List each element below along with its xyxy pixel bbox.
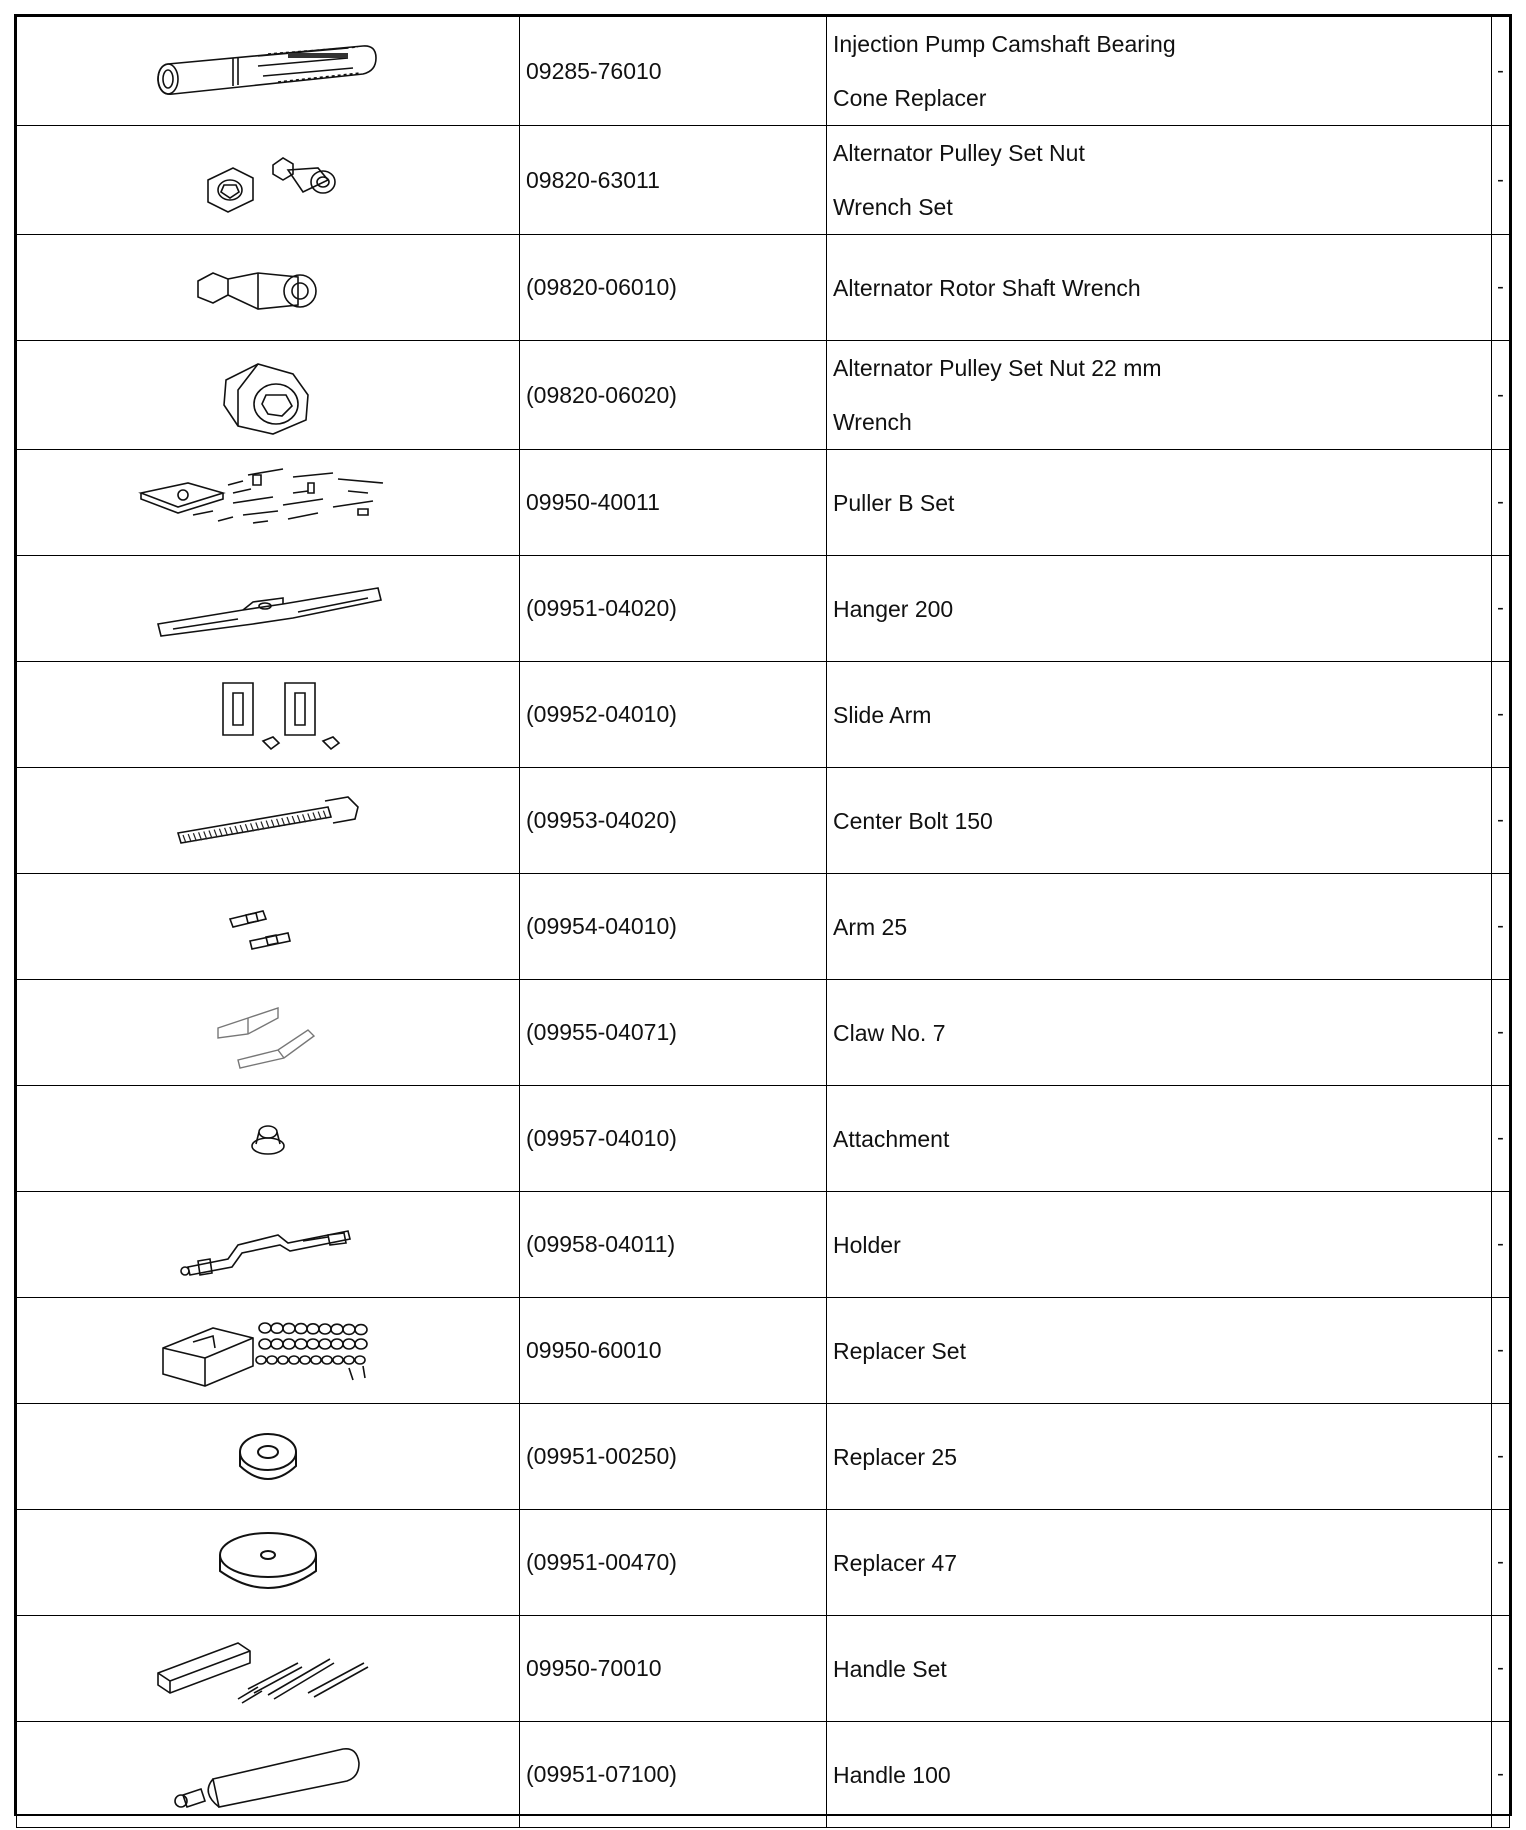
tool-name <box>827 1616 1492 1722</box>
tool-name <box>827 235 1492 341</box>
tool-row <box>17 1298 1510 1404</box>
tool-row <box>17 980 1510 1086</box>
part-number: (09951-00470) <box>520 1510 827 1616</box>
tool-name <box>827 874 1492 980</box>
tool-row <box>17 126 1510 235</box>
attachment-icon <box>17 1086 520 1192</box>
claw-icon <box>17 980 520 1086</box>
note-cell: - <box>1492 17 1510 126</box>
tool-row <box>17 450 1510 556</box>
part-number: (09820-06020) <box>520 341 827 450</box>
tool-name <box>827 1510 1492 1616</box>
part-number: (09954-04010) <box>520 874 827 980</box>
note-cell: - <box>1492 1510 1510 1616</box>
tool-name <box>827 1722 1492 1828</box>
holder-icon <box>17 1192 520 1298</box>
rotor-shaft-wrench-icon <box>17 235 520 341</box>
note-cell: - <box>1492 341 1510 450</box>
handle-icon <box>17 1722 520 1828</box>
tool-name-line: Hanger 200 <box>833 595 954 622</box>
tool-name-line: Puller B Set <box>833 489 955 516</box>
sst-table-page <box>14 14 1512 1816</box>
tool-name-line: Center Bolt 150 <box>833 807 993 834</box>
tool-row <box>17 235 1510 341</box>
tool-name <box>827 662 1492 768</box>
arm-icon <box>17 874 520 980</box>
replacer-set-icon <box>17 1298 520 1404</box>
note-cell: - <box>1492 662 1510 768</box>
tool-row <box>17 1722 1510 1828</box>
special-service-tools-table <box>16 16 1510 1828</box>
part-number: 09820-63011 <box>520 126 827 235</box>
tool-name <box>827 341 1492 450</box>
note-cell: - <box>1492 1722 1510 1828</box>
tool-row <box>17 1086 1510 1192</box>
replacer-47-icon <box>17 1510 520 1616</box>
part-number: (09951-04020) <box>520 556 827 662</box>
tool-name-line: Holder <box>833 1231 901 1258</box>
note-cell: - <box>1492 980 1510 1086</box>
hanger-icon <box>17 556 520 662</box>
tool-row <box>17 1616 1510 1722</box>
tool-name <box>827 450 1492 556</box>
part-number: 09950-40011 <box>520 450 827 556</box>
part-number: 09285-76010 <box>520 17 827 126</box>
tool-name-line: Cone Replacer <box>833 85 987 111</box>
note-cell: - <box>1492 450 1510 556</box>
tool-row <box>17 662 1510 768</box>
part-number: (09820-06010) <box>520 235 827 341</box>
part-number: 09950-70010 <box>520 1616 827 1722</box>
tool-name <box>827 768 1492 874</box>
tool-name <box>827 980 1492 1086</box>
note-cell: - <box>1492 235 1510 341</box>
tool-name-line: Attachment <box>833 1125 950 1152</box>
part-number: (09957-04010) <box>520 1086 827 1192</box>
tool-name-line: Wrench Set <box>833 194 953 220</box>
wrench-set-icon <box>17 126 520 235</box>
tool-name-line: Replacer 47 <box>833 1549 958 1576</box>
tool-row <box>17 874 1510 980</box>
tool-name-line: Replacer 25 <box>833 1443 958 1470</box>
part-number: (09951-00250) <box>520 1404 827 1510</box>
tool-name-line: Alternator Pulley Set Nut 22 mm <box>833 355 1162 381</box>
replacer-25-icon <box>17 1404 520 1510</box>
socket-wrench-icon <box>17 341 520 450</box>
note-cell: - <box>1492 1404 1510 1510</box>
tool-name <box>827 1086 1492 1192</box>
note-cell: - <box>1492 1298 1510 1404</box>
tool-name <box>827 1404 1492 1510</box>
tool-name <box>827 17 1492 126</box>
tool-name-line: Handle 100 <box>833 1761 951 1788</box>
part-number: (09955-04071) <box>520 980 827 1086</box>
tool-row <box>17 1192 1510 1298</box>
tool-name-line: Arm 25 <box>833 913 908 940</box>
tool-name-line: Slide Arm <box>833 701 932 728</box>
part-number: 09950-60010 <box>520 1298 827 1404</box>
tool-name <box>827 126 1492 235</box>
note-cell: - <box>1492 126 1510 235</box>
slide-arm-icon <box>17 662 520 768</box>
tool-name-line: Wrench <box>833 409 912 435</box>
tool-name <box>827 1298 1492 1404</box>
tool-name <box>827 556 1492 662</box>
note-cell: - <box>1492 1616 1510 1722</box>
tool-row <box>17 556 1510 662</box>
note-cell: - <box>1492 1192 1510 1298</box>
part-number: (09951-07100) <box>520 1722 827 1828</box>
tool-name-line: Replacer Set <box>833 1337 966 1364</box>
tool-row <box>17 768 1510 874</box>
note-cell: - <box>1492 768 1510 874</box>
handle-set-icon <box>17 1616 520 1722</box>
tool-name-line: Handle Set <box>833 1655 947 1682</box>
puller-set-icon <box>17 450 520 556</box>
part-number: (09958-04011) <box>520 1192 827 1298</box>
tool-row <box>17 1404 1510 1510</box>
tool-row <box>17 1510 1510 1616</box>
bearing-cone-replacer-icon <box>17 17 520 126</box>
note-cell: - <box>1492 1086 1510 1192</box>
note-cell: - <box>1492 556 1510 662</box>
part-number: (09953-04020) <box>520 768 827 874</box>
tool-name <box>827 1192 1492 1298</box>
note-cell: - <box>1492 874 1510 980</box>
tool-name-line: Claw No. 7 <box>833 1019 946 1046</box>
tool-row <box>17 341 1510 450</box>
tool-name-line: Alternator Rotor Shaft Wrench <box>833 274 1141 301</box>
part-number: (09952-04010) <box>520 662 827 768</box>
center-bolt-icon <box>17 768 520 874</box>
tool-name-line: Alternator Pulley Set Nut <box>833 140 1085 166</box>
tool-name-line: Injection Pump Camshaft Bearing <box>833 31 1176 57</box>
tool-row <box>17 17 1510 126</box>
